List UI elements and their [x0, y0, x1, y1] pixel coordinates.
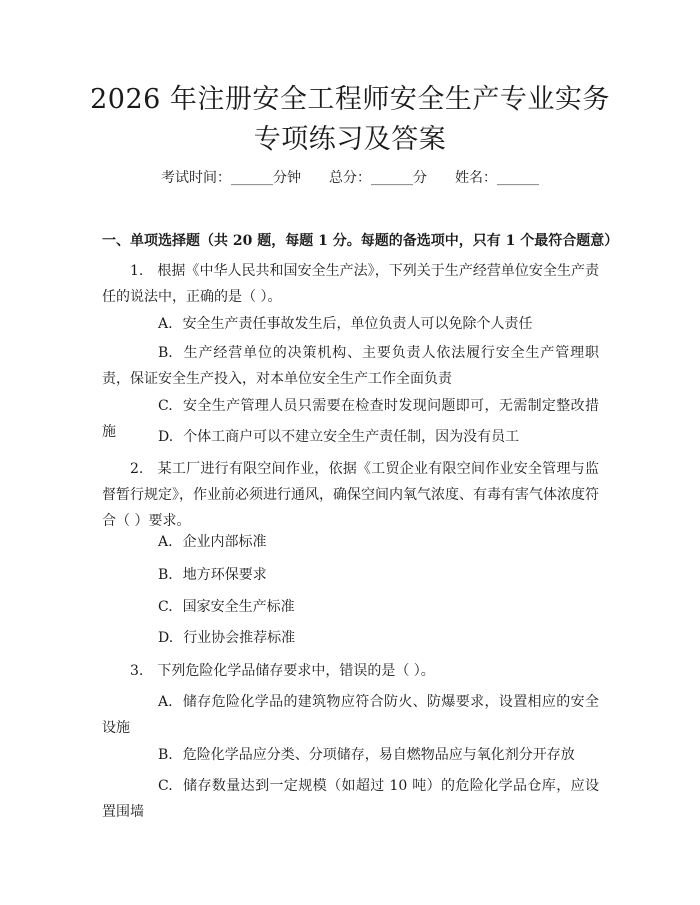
- option-letter: D.: [158, 429, 174, 445]
- option-text: 储存危险化学品的建筑物应符合防火、防爆要求，设置相应的安全设施: [102, 694, 599, 736]
- question-3-stem: [102, 658, 599, 684]
- option-letter: B.: [158, 567, 173, 583]
- option-letter: C.: [158, 599, 173, 615]
- option-text: 生产经营单位的决策机构、主要负责人依法履行安全生产管理职责，保证安全生产投入，对本单位安全生产工作全面负责: [102, 345, 599, 387]
- option-text: 国家安全生产标准: [182, 599, 295, 615]
- option-letter: A.: [158, 534, 173, 550]
- option-letter: B.: [158, 345, 173, 361]
- option-text: 地方环保要求: [182, 567, 267, 583]
- question-2-stem: [102, 456, 599, 534]
- option-letter: C.: [158, 778, 173, 794]
- option-letter: D.: [158, 630, 174, 646]
- question-1-option-b: [102, 340, 599, 392]
- question-text: 某工厂进行有限空间作业，依据《工贸企业有限空间作业安全管理与监督暂行规定》，作业前必须进行通风，确保空间内氧气浓度、有毒有害气体浓度符合（ ）要求。: [102, 461, 599, 529]
- section-heading: 一、单项选择题（共 20 题，每题 1 分。每题的备选项中，只有 1 个最符合题意）: [102, 233, 619, 249]
- option-text: 个体工商户可以不建立安全生产责任制，因为没有员工: [183, 429, 520, 445]
- option-text: 储存数量达到一定规模（如超过 10 吨）的危险化学品仓库，应设置围墙: [102, 778, 599, 820]
- option-text: 安全生产管理人员只需要在检查时发现问题即可，无需制定整改措施: [102, 398, 599, 440]
- question-2-option-b: [102, 562, 599, 588]
- question-text: 根据《中华人民共和国安全生产法》，下列关于生产经营单位安全生产责任的说法中，正确的是（ ）。: [102, 263, 599, 305]
- option-letter: B.: [158, 747, 173, 763]
- question-2-option-d: [102, 625, 599, 651]
- question-3-option-c: [102, 773, 599, 825]
- option-letter: A.: [158, 694, 173, 710]
- question-1-option-d: [102, 424, 599, 450]
- option-letter: C.: [158, 398, 173, 414]
- question-number: 1.: [130, 263, 144, 279]
- question-3-option-a: [102, 689, 599, 741]
- question-text: 下列危险化学品储存要求中，错误的是（ ）。: [157, 663, 435, 679]
- option-letter: A.: [158, 316, 173, 332]
- question-3-option-b: [102, 742, 599, 768]
- question-2-option-a: [102, 529, 599, 555]
- question-1-stem: [102, 258, 599, 310]
- document-title: 2026 年注册安全工程师安全生产专业实务专项练习及答案: [90, 84, 610, 155]
- exam-info-line: 考试时间：______分钟 总分：______分 姓名：______: [161, 170, 539, 186]
- option-text: 安全生产责任事故发生后，单位负责人可以免除个人责任: [182, 316, 533, 332]
- question-number: 3.: [130, 663, 144, 679]
- option-text: 行业协会推荐标准: [183, 630, 296, 646]
- question-1-option-a: [102, 311, 599, 337]
- question-number: 2.: [130, 461, 144, 477]
- question-2-option-c: [102, 594, 599, 620]
- option-text: 企业内部标准: [182, 534, 267, 550]
- option-text: 危险化学品应分类、分项储存，易自燃物品应与氧化剂分开存放: [182, 747, 575, 763]
